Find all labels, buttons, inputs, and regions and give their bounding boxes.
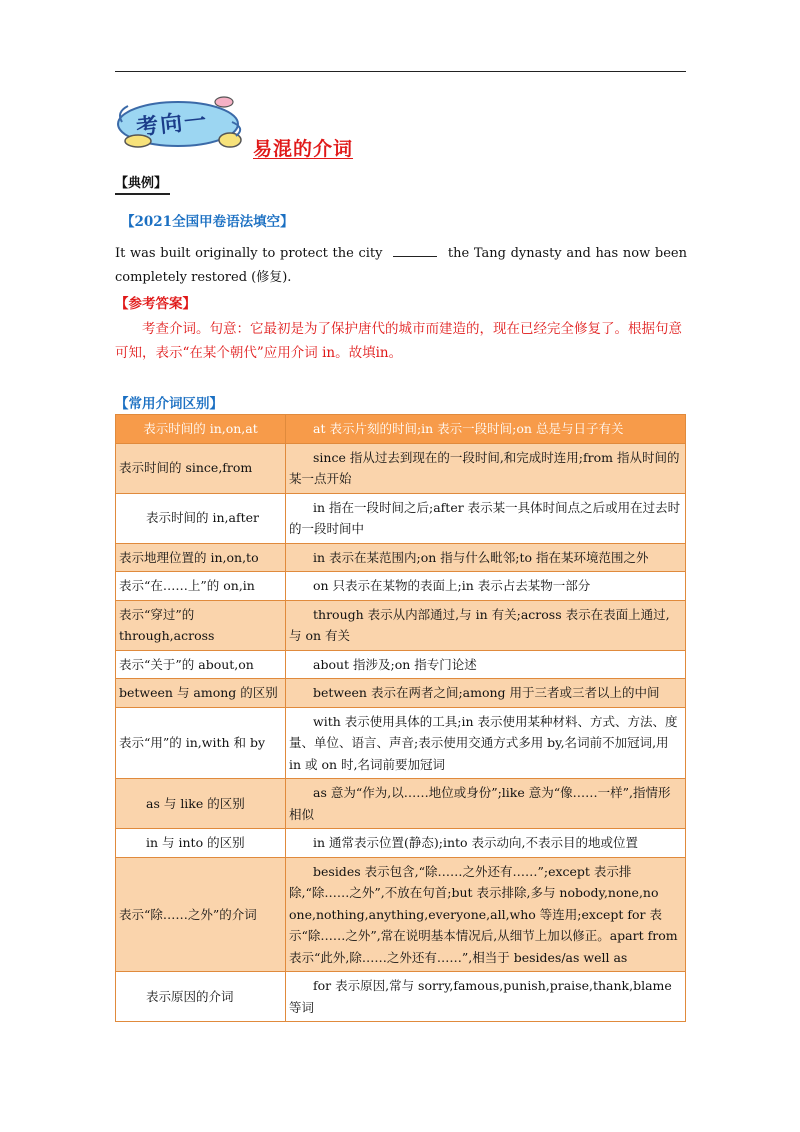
answer-blank — [393, 244, 437, 257]
cell-right: through 表示从内部通过,与 in 有关;across 表示在表面上通过,与 on 有关 — [286, 600, 686, 650]
table-row — [116, 600, 686, 650]
cell-right: about 指涉及;on 指专门论述 — [286, 650, 686, 679]
section-title: 易混的介词 — [253, 138, 354, 160]
cell-right: in 表示在某范围内;on 指与什么毗邻;to 指在某环境范围之外 — [286, 543, 686, 572]
table-label: 【常用介词区别】 — [115, 396, 223, 412]
cell-left: in 与 into 的区别 — [116, 829, 286, 858]
table-row — [116, 650, 686, 679]
cell-right: for 表示原因,常与 sorry,famous,punish,praise,thank,blame 等词 — [286, 972, 686, 1022]
cell-right: in 指在一段时间之后;after 表示某一具体时间点之后或用在过去时的一段时间中 — [286, 493, 686, 543]
table-row — [116, 857, 686, 972]
cell-left: between 与 among 的区别 — [116, 679, 286, 708]
question-part-1: It was built originally to protect the city — [115, 246, 383, 261]
source-label: 【2021全国甲卷语法填空】 — [121, 214, 294, 230]
table-row — [116, 493, 686, 543]
question-text — [115, 242, 687, 290]
cell-right: at 表示片刻的时间;in 表示一段时间;on 总是与日子有关 — [286, 415, 686, 444]
cell-right: since 指从过去到现在的一段时间,和完成时连用;from 指从时间的某一点开始 — [286, 443, 686, 493]
answer-label: 【参考答案】 — [115, 296, 196, 312]
cell-left: 表示地理位置的 in,on,to — [116, 543, 286, 572]
table-row — [116, 972, 686, 1022]
table-row — [116, 779, 686, 829]
top-rule — [115, 71, 686, 72]
cell-left: 表示原因的介词 — [116, 972, 286, 1022]
cell-right: between 表示在两者之间;among 用于三者或三者以上的中间 — [286, 679, 686, 708]
table-row — [116, 707, 686, 779]
cell-right: besides 表示包含,“除……之外还有……”;except 表示排除,“除……之外”,不放在句首;but 表示排除,多与 nobody,none,no one,nothing,anything,everyone,all,who 等连用;except for 表示“除……之外”,常在说明基本情况后,从细节上加以修正。apart from 表示“此外,除……之外还有……”,相当于 besides/as well as — [286, 857, 686, 972]
cell-left: 表示“穿过”的 through,across — [116, 600, 286, 650]
cell-left: 表示时间的 since,from — [116, 443, 286, 493]
cell-right: in 通常表示位置(静态);into 表示动向,不表示目的地或位置 — [286, 829, 686, 858]
table-row — [116, 679, 686, 708]
analysis-text: 考查介词。句意：它最初是为了保护唐代的城市而建造的，现在已经完全修复了。根据句意可知，表示“在某个朝代”应用介词 in。故填in。 — [115, 321, 682, 361]
cell-right: with 表示使用具体的工具;in 表示使用某种材料、方式、方法、度量、单位、语言、声音;表示使用交通方式多用 by,名词前不加冠词,用 in 或 on 时,名词前要加冠词 — [286, 707, 686, 779]
cell-right: as 意为“作为,以……地位或身份”;like 意为“像……一样”,指情形相似 — [286, 779, 686, 829]
cell-left: 表示“在……上”的 on,in — [116, 572, 286, 601]
example-label: 【典例】 — [115, 172, 170, 195]
table-row — [116, 443, 686, 493]
cell-right: on 只表示在某物的表面上;in 表示占去某物一部分 — [286, 572, 686, 601]
question-part-2: the Tang dynasty and has now been completely restored (修复). — [115, 246, 687, 285]
table-row — [116, 415, 686, 444]
table-row — [116, 543, 686, 572]
cell-left: 表示时间的 in,after — [116, 493, 286, 543]
section-badge-text: 考向一 — [134, 107, 210, 141]
preposition-table — [115, 414, 686, 1022]
cell-left: as 与 like 的区别 — [116, 779, 286, 829]
cell-left: 表示“关于”的 about,on — [116, 650, 286, 679]
cell-left: 表示“除……之外”的介词 — [116, 857, 286, 972]
table-row — [116, 829, 686, 858]
cell-left: 表示时间的 in,on,at — [116, 415, 286, 444]
cell-left: 表示“用”的 in,with 和 by — [116, 707, 286, 779]
table-row — [116, 572, 686, 601]
